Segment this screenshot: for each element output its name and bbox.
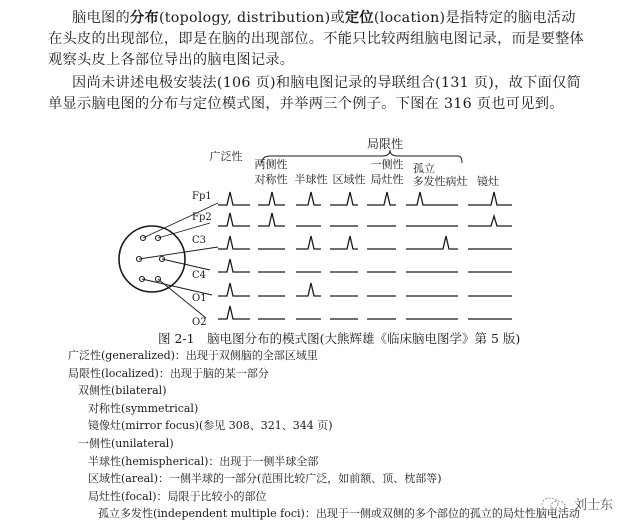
legend-item: 孤立多发性(independent multiple foci)：出现于一侧或双侧的多个部位的孤立的局灶性脑电活动	[98, 507, 580, 521]
channel-label: Fp1	[192, 191, 212, 202]
channel-label: C4	[192, 270, 207, 281]
eeg-trace-segment	[218, 236, 250, 249]
eeg-trace-segment	[218, 306, 250, 319]
header-localized: 局限性	[366, 137, 404, 151]
channel-label: O2	[192, 317, 207, 328]
col-unilateral-label: 一侧性	[370, 158, 404, 171]
eeg-trace-segment	[406, 192, 458, 205]
eeg-trace-segment	[218, 213, 250, 226]
col-isolated-label: 孤立	[413, 162, 435, 175]
localized-brace	[262, 136, 462, 163]
term-distribution: 分布	[129, 10, 159, 26]
col-multifocal-label: 多发性病灶	[412, 175, 468, 188]
legend-item: 局灶性(focal)：局限于比较小的部位	[88, 489, 267, 503]
paragraph-distribution-definition	[48, 8, 588, 71]
eeg-traces	[218, 192, 512, 319]
legend-item: 区域性(areal)：一侧半球的一部分(范围比较广泛，如前额、顶、枕部等)	[88, 472, 442, 486]
col-generalized-label: 广泛性	[209, 150, 243, 163]
eeg-trace-segment	[330, 192, 358, 205]
col-focal-label: 局灶性	[370, 173, 404, 186]
legend-item: 一侧性(unilateral)	[78, 437, 174, 450]
channel-label: C3	[192, 235, 207, 246]
eeg-trace-segment	[258, 192, 285, 205]
eeg-trace-segment	[468, 192, 512, 205]
eeg-distribution-figure	[0, 130, 640, 330]
legend-item: 局限性(localized)：出现于脑的某一部分	[68, 366, 269, 380]
column-labels	[210, 149, 500, 188]
eeg-trace-segment	[218, 259, 250, 272]
watermark-text: 刘士东	[574, 498, 614, 513]
legend-item: 镜像灶(mirror focus)(参见 308、321、344 页)	[88, 419, 333, 433]
eeg-trace-segment	[406, 236, 458, 249]
eeg-trace-segment	[296, 236, 321, 249]
legend-item: 半球性(hemispherical)：出现于一侧半球全部	[88, 454, 319, 468]
figure-caption: 图 2-1 脑电图分布的模式图(大熊辉雄《临床脑电图学》第 5 版)	[158, 331, 521, 346]
text: 因尚未讲述电极安装法(106 页)和脑电图记录的导联组合(131 页)，故下面仅简单显示脑电图的分布与定位模式图，并举两三个例子。下图在 316 页也可见到。	[48, 75, 582, 112]
eeg-trace-segment	[296, 192, 321, 205]
eeg-trace-segment	[367, 192, 396, 205]
col-hemispheric-label: 半球性	[294, 173, 328, 186]
text: (topology, distribution)或	[158, 10, 345, 26]
text: (location)是指特定的脑电活动在头皮的出现部位，即是在脑的出现部位。不能只比较两组脑电图记录，而是要整体观察头皮上各部位导出的脑电图记录。	[48, 10, 585, 68]
col-symmetric-label: 对称性	[254, 173, 288, 186]
eeg-trace-segment	[330, 236, 358, 249]
col-mirror-focus-label: 镜灶	[477, 175, 499, 188]
eeg-trace-segment	[218, 283, 250, 296]
channel-label: Fp2	[192, 212, 212, 223]
col-bilateral-label: 两侧性	[254, 158, 288, 171]
watermark	[540, 494, 613, 513]
legend-item: 对称性(symmetrical)	[88, 401, 199, 415]
eeg-trace-segment	[218, 192, 250, 205]
legend-item: 广泛性(generalized)：出现于双侧脑的全部区域里	[68, 349, 318, 362]
wechat-icon	[540, 496, 568, 512]
channel-label: O1	[192, 293, 207, 304]
eeg-trace-segment	[258, 213, 285, 226]
legend-item: 双侧性(bilateral)	[78, 384, 167, 398]
col-areal-label: 区域性	[332, 173, 366, 186]
term-location: 定位	[344, 10, 374, 26]
paragraph-intro-figure	[48, 73, 588, 115]
eeg-trace-segment	[296, 283, 321, 296]
channel-labels	[192, 191, 212, 328]
eeg-trace-segment	[468, 216, 512, 226]
text: 脑电图的	[72, 10, 130, 26]
